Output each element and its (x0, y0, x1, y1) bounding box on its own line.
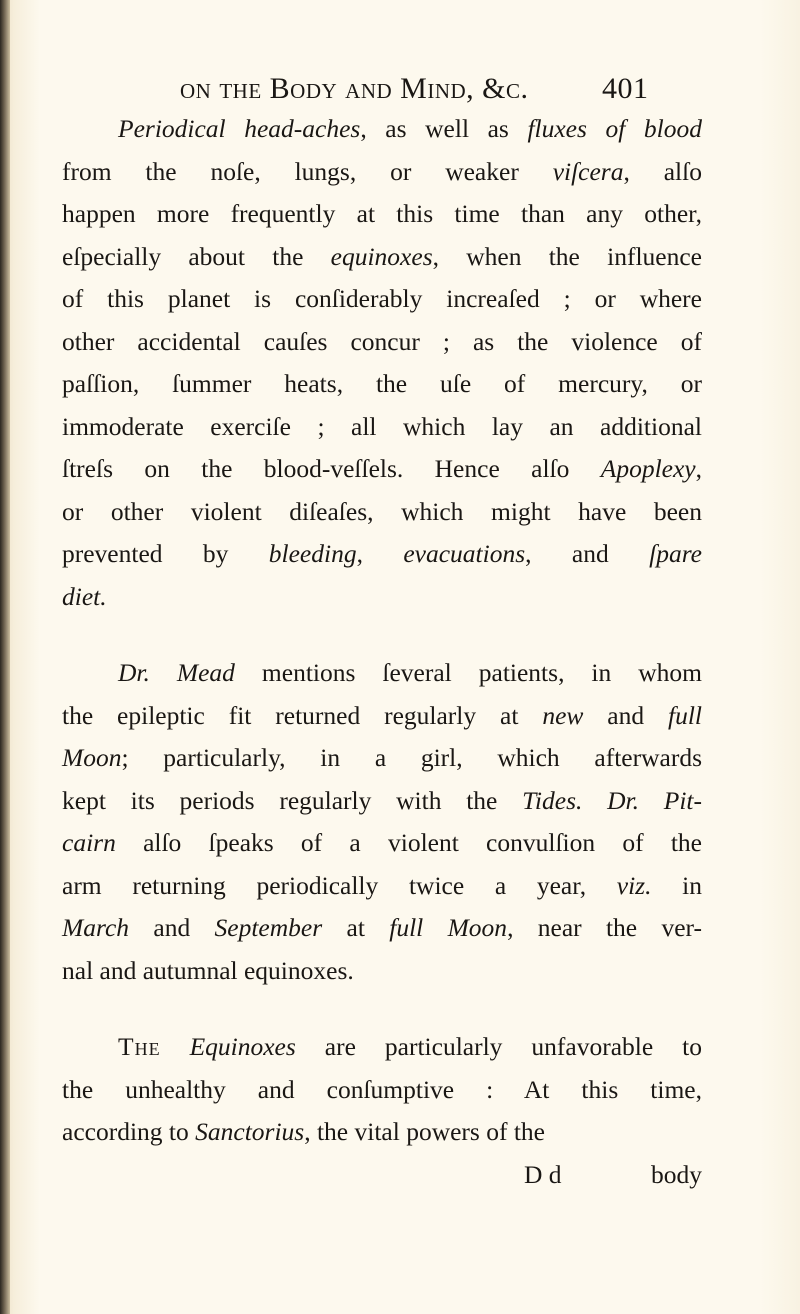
text-run: are particularly unfavorable to (295, 1032, 702, 1061)
text-run: prevented by (62, 539, 269, 568)
italic-run: diet. (62, 581, 107, 611)
text-run (161, 1032, 190, 1061)
signature-mark: D d (524, 1159, 562, 1189)
text-line (62, 533, 702, 576)
text-line (62, 780, 702, 823)
text-run: alſo ſpeaks of a violent convulſion of the (115, 828, 702, 857)
text-line (62, 652, 702, 695)
text-line (62, 151, 702, 194)
text-run: or other violent diſeaſes, which might have been (62, 496, 702, 526)
text-line (62, 406, 702, 449)
catchword: body (651, 1159, 702, 1189)
running-head (180, 72, 680, 112)
text-run: in (651, 870, 703, 900)
italic-run: Sanctorius (195, 1117, 305, 1146)
text-run: , alſo (623, 156, 702, 186)
paragraph (62, 108, 702, 618)
text-run: happen more frequently at this time than any other, (62, 199, 702, 228)
paragraph-gap (62, 992, 702, 1026)
text-line (62, 950, 702, 993)
text-run: kept its periods regularly with the (62, 785, 523, 815)
text-run: , the vital powers of the (304, 1117, 545, 1146)
text-run: and (129, 913, 215, 942)
running-head-body: Body (269, 72, 338, 105)
text-run: ſtreſs on the blood-veſſels. Hence alſo (62, 454, 601, 483)
text-run: mentions ſeveral patients, in whom (234, 658, 702, 687)
text-run: ; particularly, in a girl, which afterwards (121, 743, 702, 772)
italic-run: viſcera (552, 156, 624, 186)
text-run: The (118, 1032, 161, 1061)
text-line (62, 1111, 702, 1154)
text-line (62, 695, 702, 738)
paragraph (62, 652, 702, 992)
text-run: , (356, 539, 404, 568)
text-line (62, 737, 702, 780)
text-line (62, 576, 702, 619)
text-run: other accidental cauſes concur ; as the violence of (62, 326, 702, 356)
text-run: , and (525, 539, 650, 568)
text-line (62, 1069, 702, 1112)
text-run: at (322, 913, 390, 942)
text-line (62, 236, 702, 279)
text-run: from the noſe, lungs, or weaker (62, 156, 553, 186)
text-line (62, 1026, 702, 1069)
italic-run: cairn (62, 828, 116, 857)
text-run: according to (62, 1117, 196, 1146)
running-head-prefix: on the (180, 72, 262, 105)
italic-run: fluxes of blood (527, 114, 702, 143)
text-run: of this planet is conſiderably increaſed ; or where (62, 284, 702, 313)
italic-run: equinoxes (330, 241, 433, 271)
italic-run: ſpare (649, 539, 702, 568)
text-line (62, 907, 702, 950)
text-line (62, 278, 702, 321)
text-run: the epileptic fit returned regularly at (62, 700, 543, 730)
body-text (62, 108, 702, 1196)
italic-run: viz. (616, 870, 652, 900)
italic-run: March (62, 913, 130, 942)
italic-run: Periodical head-aches (118, 114, 361, 143)
text-run: the unhealthy and conſumptive : At this time, (62, 1074, 702, 1104)
text-run: , (695, 454, 702, 483)
text-line (62, 448, 702, 491)
text-run: , as well as (360, 114, 528, 143)
text-line (62, 108, 702, 151)
text-run: , near the ver- (507, 913, 702, 942)
text-line (62, 363, 702, 406)
running-head-mind: Mind, &c. (400, 72, 529, 105)
page-footer (62, 1154, 702, 1197)
text-run: eſpecially about the (62, 241, 331, 271)
text-run: and (583, 700, 668, 730)
text-line (62, 321, 702, 364)
text-run: paſſion, ſummer heats, the uſe of mercury, or (62, 369, 702, 398)
italic-run: bleeding (268, 539, 357, 568)
text-line (62, 822, 702, 865)
text-run: , when the influence (432, 241, 702, 271)
book-spine-edge (0, 0, 10, 1314)
italic-run: full Moon (389, 913, 508, 942)
italic-run: Moon (62, 743, 122, 772)
italic-run: Dr. Mead (118, 658, 235, 687)
text-line (62, 193, 702, 236)
paragraph-gap (62, 618, 702, 652)
text-run: immoderate exerciſe ; all which lay an additional (62, 411, 702, 441)
italic-run: full (667, 700, 702, 730)
page-number: 401 (602, 72, 649, 105)
italic-run: Equinoxes (189, 1032, 296, 1061)
italic-run: Tides. Dr. Pit- (522, 785, 703, 815)
text-run: arm returning periodically twice a year, (62, 870, 617, 900)
running-head-and: and (345, 72, 393, 105)
text-run: nal and autumnal equinoxes. (62, 955, 354, 985)
paragraph (62, 1026, 702, 1154)
italic-run: new (542, 700, 584, 730)
italic-run: September (214, 913, 323, 942)
italic-run: Apoplexy (600, 454, 696, 483)
italic-run: evacuations (403, 539, 526, 568)
text-line (62, 865, 702, 908)
text-line (62, 491, 702, 534)
